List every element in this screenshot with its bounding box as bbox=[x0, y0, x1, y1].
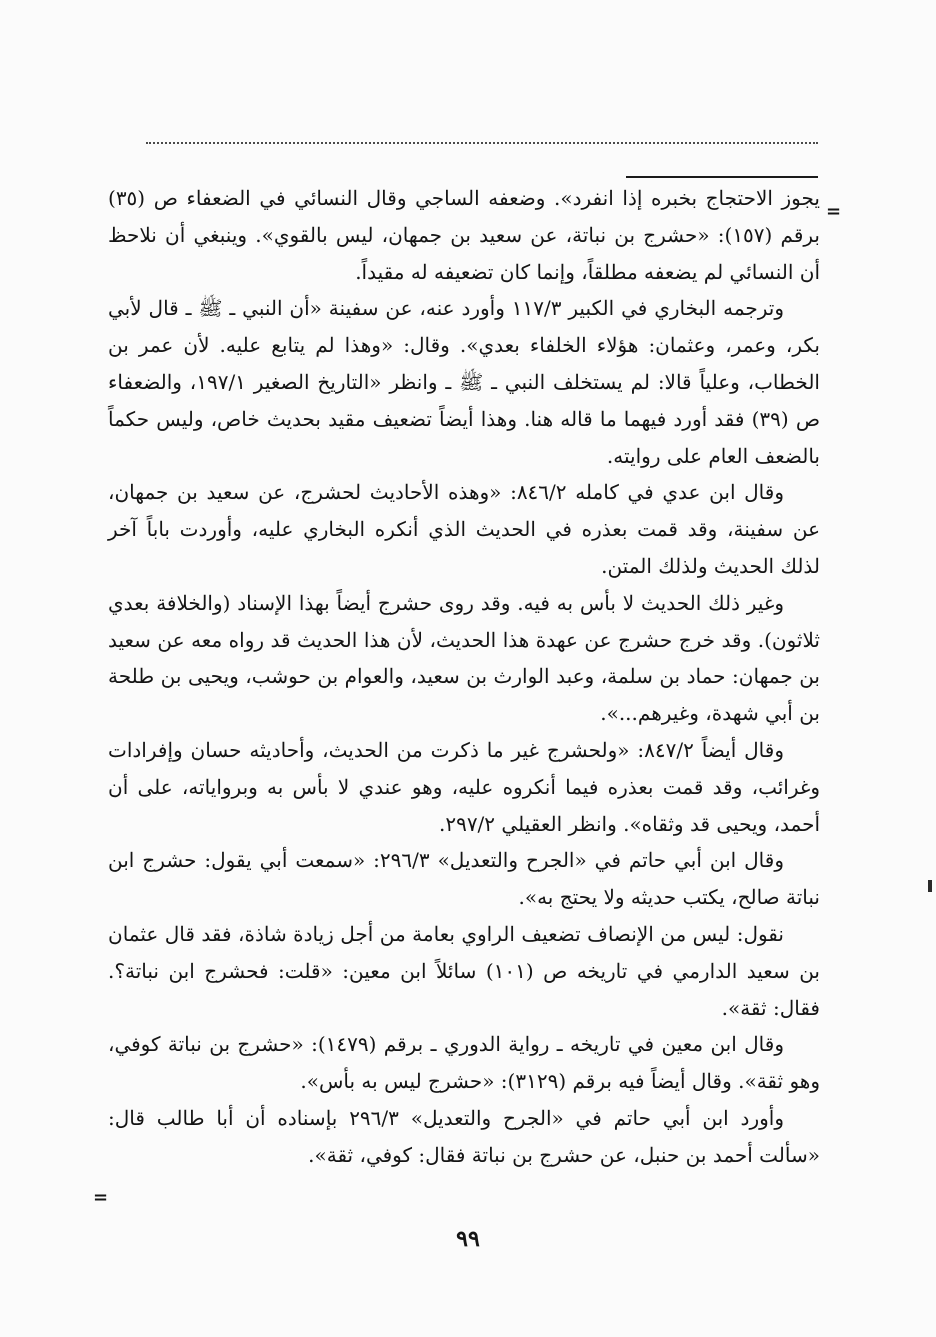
footnote-text bbox=[108, 180, 820, 1174]
paragraph: وترجمه البخاري في الكبير ١١٧/٣ وأورد عنه، عن سفينة «أن النبي ـ ﷺ ـ قال لأبي بكر، وعمر، وعثمان: هؤلاء الخلفاء بعدي». وقال: «وهذا لم يتابع عليه. لأن عمر بن الخطاب، وعلياً قالا: لم يستخلف النبي ـ ﷺ ـ وانظر «التاريخ الصغير ١٩٧/١، والضعفاء ص (٣٩) فقد أورد فيهما ما قاله هنا. وهذا أيضاً تضعيف مقيد بحديث خاص، وليس حكماً بالضعف العام على روايته. bbox=[108, 296, 820, 468]
page-number: ٩٩ bbox=[456, 1226, 480, 1252]
paragraph: وقال ابن معين في تاريخه ـ رواية الدوري ـ برقم (١٤٧٩): «حشرج بن نباتة كوفي، وهو ثقة». وقال أيضاً فيه برقم (٣١٢٩): «حشرج ليس به بأس». bbox=[108, 1032, 820, 1094]
paragraph: يجوز الاحتجاج بخبره إذا انفرد». وضعفه الساجي وقال النسائي في الضعفاء ص (٣٥) برقم (١٥٧): «حشرج بن نباتة، عن سعيد بن جمهان، ليس بالقوي». وينبغي أن نلاحظ أن النسائي لم يضعفه مطلقاً، وإنما كان تضعيفه له مقيداً. bbox=[108, 186, 820, 284]
margin-mark bbox=[928, 880, 932, 892]
continuation-mark-end: = bbox=[93, 1187, 109, 1208]
paragraph: وقال ابن أبي حاتم في «الجرح والتعديل» ٢٩٦/٣: «سمعت أبي يقول: حشرج ابن نباتة صالح، يكتب حديثه ولا يحتج به». bbox=[108, 848, 820, 910]
paragraph: وغير ذلك الحديث لا بأس به فيه. وقد روى حشرج أيضاً بهذا الإسناد (والخلافة بعدي ثلاثون). وقد خرج حشرج عن عهدة هذا الحديث، لأن هذا الحديث قد رواه معه عن سعيد بن جمهان: حماد بن سلمة، وعبد الوارث بن سعيد، والعوام بن حوشب، ويحيى بن طلحة بن أبي شهدة، وغيرهم...». bbox=[108, 590, 820, 726]
header-dotted-rule bbox=[146, 142, 818, 144]
continuation-mark-start: = bbox=[826, 201, 842, 222]
paragraph: وقال ابن عدي في كامله ٨٤٦/٢: «وهذه الأحاديث لحشرج، عن سعيد بن جمهان، عن سفينة، وقد قمت بعذره في الحديث الذي أنكره البخاري عليه، وأوردت باباً آخر لذلك الحديث ولذلك المتن. bbox=[108, 480, 820, 578]
paragraph: نقول: ليس من الإنصاف تضعيف الراوي بعامة من أجل زيادة شاذة، فقد قال عثمان بن سعيد الدارمي في تاريخه ص (١٠١) سائلاً ابن معين: «قلت: فحشرج ابن نباتة؟. فقال: ثقة». bbox=[108, 921, 820, 1020]
paragraph: وأورد ابن أبي حاتم في «الجرح والتعديل» ٢٩٦/٣ بإسناده أن أبا طالب قال: «سألت أحمد بن حنبل، عن حشرج بن نباتة فقال: كوفي، ثقة». bbox=[108, 1105, 820, 1167]
footnote-separator-rule bbox=[626, 176, 818, 178]
paragraph: وقال أيضاً ٨٤٧/٢: «ولحشرج غير ما ذكرت من الحديث، وأحاديثه حسان وإفرادات وغرائب، وقد قمت بعذره فيما أنكروه عليه، وهو عندي لا بأس به وبرواياته، على أن أحمد، ويحيى قد وثقاه». وانظر العقيلي ٢٩٧/٢. bbox=[108, 737, 820, 836]
